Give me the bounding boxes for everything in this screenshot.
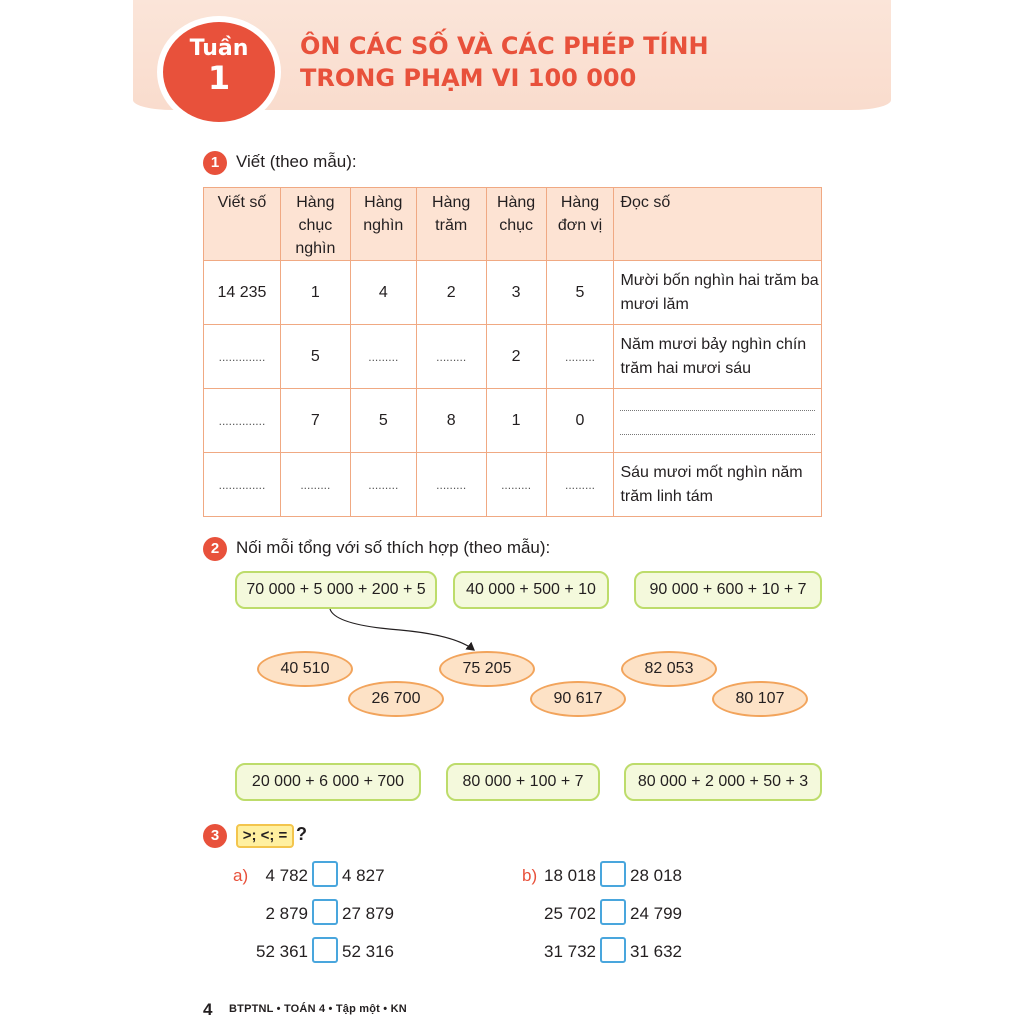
exercise-1-number: 1: [203, 151, 227, 175]
week-label: Tuần: [189, 36, 249, 61]
compare-left-value: 31 732: [544, 942, 596, 961]
compare-left-value: 25 702: [544, 904, 596, 923]
number-blank[interactable]: ..............: [204, 325, 281, 389]
compare-left-value: 4 782: [265, 866, 308, 885]
answer-box[interactable]: [600, 899, 626, 925]
number-oval[interactable]: 82 053: [621, 651, 717, 687]
digit-cell: 4: [350, 261, 416, 325]
compare-right-value: 24 799: [630, 904, 682, 923]
reading-cell: Năm mươi bảy nghìn chín trăm hai mươi sáu: [614, 325, 822, 389]
digit-blank[interactable]: .........: [280, 453, 350, 517]
digit-blank[interactable]: .........: [546, 325, 614, 389]
digit-cell: 5: [546, 261, 614, 325]
page-title-line2: TRONG PHẠM VI 100 000: [300, 64, 637, 92]
answer-box[interactable]: [600, 937, 626, 963]
header-cell: Viết số: [204, 188, 281, 261]
answer-box[interactable]: [312, 937, 338, 963]
compare-left-value: 18 018: [544, 866, 596, 885]
number-blank[interactable]: ..............: [204, 453, 281, 517]
compare-right-value: 27 879: [342, 904, 394, 923]
answer-box[interactable]: [312, 861, 338, 887]
question-mark: ?: [296, 824, 307, 844]
digit-cell: 1: [486, 389, 546, 453]
digit-cell: 5: [280, 325, 350, 389]
header-cell: Hàng chục: [486, 188, 546, 261]
digit-blank[interactable]: .........: [350, 453, 416, 517]
digit-cell: 5: [350, 389, 416, 453]
comparison-signs-tag: >; <; =: [236, 824, 294, 848]
number-oval[interactable]: 75 205: [439, 651, 535, 687]
number-oval[interactable]: 80 107: [712, 681, 808, 717]
sum-card[interactable]: 70 000 + 5 000 + 200 + 5: [235, 571, 437, 609]
number-blank[interactable]: ..............: [204, 389, 281, 453]
digit-cell: 1: [280, 261, 350, 325]
reading-cell: Sáu mươi mốt nghìn năm trăm linh tám: [614, 453, 822, 517]
header-cell: Hàng nghìn: [350, 188, 416, 261]
exercise-1-instruction: Viết (theo mẫu):: [236, 152, 357, 171]
digit-cell: 2: [416, 261, 486, 325]
page-title-line1: ÔN CÁC SỐ VÀ CÁC PHÉP TÍNH: [300, 32, 709, 60]
digit-cell: 7: [280, 389, 350, 453]
compare-right-value: 52 316: [342, 942, 394, 961]
number-cell: 14 235: [204, 261, 281, 325]
answer-box[interactable]: [312, 899, 338, 925]
compare-left-value: 2 879: [265, 904, 308, 923]
sum-card[interactable]: 90 000 + 600 + 10 + 7: [634, 571, 822, 609]
compare-right-value: 4 827: [342, 866, 385, 885]
compare-right-value: 31 632: [630, 942, 682, 961]
number-oval[interactable]: 26 700: [348, 681, 444, 717]
header-cell: Hàng đơn vị: [546, 188, 614, 261]
digit-cell: 2: [486, 325, 546, 389]
digit-blank[interactable]: .........: [416, 325, 486, 389]
digit-cell: 8: [416, 389, 486, 453]
compare-left-value: 52 361: [256, 942, 308, 961]
exercise-3-number: 3: [203, 824, 227, 848]
digit-blank[interactable]: .........: [546, 453, 614, 517]
digit-cell: 0: [546, 389, 614, 453]
answer-box[interactable]: [600, 861, 626, 887]
header-cell: Hàng chục nghìn: [280, 188, 350, 261]
digit-blank[interactable]: .........: [416, 453, 486, 517]
digit-cell: 3: [486, 261, 546, 325]
header-cell: Đọc số: [614, 188, 822, 261]
sum-card[interactable]: 20 000 + 6 000 + 700: [235, 763, 421, 801]
number-oval[interactable]: 40 510: [257, 651, 353, 687]
part-a-label: a): [233, 866, 249, 885]
sum-card[interactable]: 80 000 + 2 000 + 50 + 3: [624, 763, 822, 801]
compare-right-value: 28 018: [630, 866, 682, 885]
reading-cell: Mười bốn nghìn hai trăm ba mươi lăm: [614, 261, 822, 325]
digit-blank[interactable]: .........: [350, 325, 416, 389]
book-title: BTPTNL • TOÁN 4 • Tập một • KN: [229, 1003, 407, 1015]
exercise-2-number: 2: [203, 537, 227, 561]
part-b-label: b): [522, 866, 538, 885]
week-number: 1: [207, 59, 231, 97]
exercise-2-instruction: Nối mỗi tổng với số thích hợp (theo mẫu):: [236, 538, 551, 557]
sum-card[interactable]: 80 000 + 100 + 7: [446, 763, 600, 801]
number-oval[interactable]: 90 617: [530, 681, 626, 717]
header-cell: Hàng trăm: [416, 188, 486, 261]
digit-blank[interactable]: .........: [486, 453, 546, 517]
page-number: 4: [203, 1000, 213, 1019]
sum-card[interactable]: 40 000 + 500 + 10: [453, 571, 609, 609]
